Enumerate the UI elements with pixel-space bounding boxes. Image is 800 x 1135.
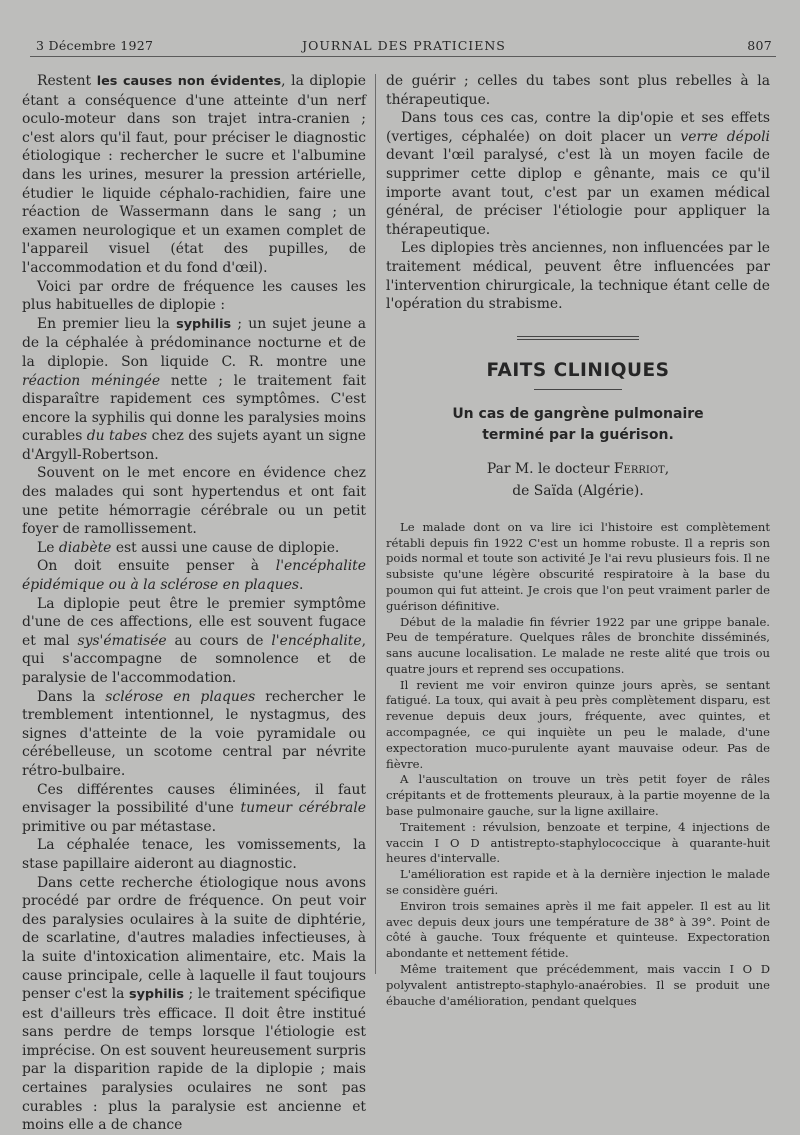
text-run: Dans tous ces cas, contre la dip'opie et ses effets (vertiges, céphalée) on doit placer un xyxy=(386,110,770,145)
text-run: au cours de xyxy=(166,632,272,649)
section-title: FAITS CLINIQUES xyxy=(486,359,670,381)
italic-run: sclérose en plaques xyxy=(105,688,256,705)
paragraph xyxy=(386,820,770,867)
paragraph xyxy=(22,278,366,315)
text-run: Ces différentes causes éliminées, il faut envisager la possibilité d'une xyxy=(22,781,366,817)
italic-run: réaction méningée xyxy=(22,372,161,389)
bold-run: les causes non évidentes xyxy=(96,74,282,89)
text-run: Voici par ordre de fréquence les causes les plus habituelles de diplopie : xyxy=(22,278,366,314)
text-run: rechercher le tremblement intentionnel, le nystagmus, des signes d'atteinte de la voie pyramidale ou cérébelleuse, un scotome central par névrite rétro-bulbaire. xyxy=(22,688,366,779)
text-run: A l'auscultation on trouve un très petit foyer de râles crépitants et de frottements pleuraux, à la partie moyenne de la base pulmonaire gauche, sur la ligne axillaire. xyxy=(386,772,770,819)
paragraph xyxy=(22,315,366,465)
bold-run: syphilis xyxy=(176,316,232,332)
section-title-underline xyxy=(534,389,622,390)
paragraph xyxy=(386,899,770,962)
text-run: devant l'œil paralysé, c'est là un moyen facile de supprimer cette diplop e gênante, mais ce qu'il importe avant tout, c'est par un examen médical général, de préciser l'étiologie pour appliquer la thérapeutique. xyxy=(386,147,770,238)
paragraph xyxy=(22,781,366,837)
article-byline xyxy=(386,458,770,502)
right-column-continuation xyxy=(386,72,770,314)
text-run: On doit ensuite penser à xyxy=(37,558,276,575)
paragraph xyxy=(386,239,770,313)
left-column xyxy=(22,72,367,1134)
text-run: Souvent on le met encore en évidence chez des malades qui sont hypertendus et ont fait une petite hémorragie cérébrale ou un petit foyer de ramollissement. xyxy=(22,465,366,538)
article-title xyxy=(386,404,770,446)
paragraph xyxy=(22,836,366,873)
byline-location: de Saïda (Algérie). xyxy=(512,482,644,499)
article-title-line-2: terminé par la guérison. xyxy=(482,426,674,443)
italic-run: verre dépoli xyxy=(680,128,770,145)
text-run: Les diplopies très anciennes, non influencées par le traitement médical, peuvent être influencées par l'intervention chirurgicale, la technique étant celle de l'opération du strabisme. xyxy=(386,240,770,313)
right-column xyxy=(386,72,770,1008)
text-run: L'amélioration est rapide et à la dernière injection le malade se considère guéri. xyxy=(386,867,770,898)
text-run: Dans la xyxy=(37,688,106,705)
italic-run: tumeur cérébrale xyxy=(240,800,366,817)
text-run: Restent xyxy=(37,73,97,89)
text-run: chez des sujets ayant un signe d'Argyll-Robertson. xyxy=(22,428,366,463)
paragraph xyxy=(386,867,770,899)
paragraph xyxy=(22,72,366,278)
text-run: En premier lieu la xyxy=(37,315,177,332)
text-run: , la diplopie étant a conséquence d'une atteinte d'un nerf oculo-moteur dans son trajet intra-cranien ; c'est alors qu'il faut, pour préciser le diagnostic étiologique : rechercher le sucre et l'albumine dans les urines, mesurer la pression artérielle, étudier le liquide céphalo-rachidien, faire une réaction de Wassermann dans le sang ; un examen neurologique et un examen complet de l'appareil visuel (état des pupilles, de l'accommodation et du fond d'œil). xyxy=(22,73,366,276)
article-title-line-1: Un cas de gangrène pulmonaire xyxy=(452,405,704,422)
text-run: Traitement : révulsion, benzoate et terpine, 4 injections de vaccin I O D antistrepto-staphylococcique à quarante-huit heures d'intervalle. xyxy=(386,819,770,866)
paragraph xyxy=(386,520,770,615)
text-run: de guérir ; celles du tabes sont plus rebelles à la thérapeutique. xyxy=(386,73,770,108)
text-run: ; le traitement spécifique est d'ailleurs très efficace. Il doit être institué sans perdre de temps lorsque l'étiologie est imprécise. On est souvent heureusement surpris par la disparition rapide de la diplopie ; mais certaines paralysies oculaires ne sont pas curables : plus la paralysie est ancienne et moins elle a de chance xyxy=(22,986,366,1134)
paragraph xyxy=(22,539,366,558)
column-divider xyxy=(375,74,376,974)
text-run: Le malade dont on va lire ici l'histoire est complètement rétabli depuis fin 1922 C'est un homme robuste. Il a repris son poids normal et toute son activité Je l'ai revu plusieurs fois. Il ne subsiste qu'une légère obscurité respiratoire à la base du poumon qui fut atteint. Je crois que l'on peut vraiment parler de guérison définitive. xyxy=(386,519,770,613)
bold-run: syphilis xyxy=(128,987,184,1003)
text-run: est aussi une cause de diplopie. xyxy=(111,539,340,556)
header-rule xyxy=(30,56,776,57)
header-page-number: 807 xyxy=(747,38,772,53)
header-date: 3 Décembre 1927 xyxy=(36,38,154,53)
paragraph xyxy=(22,557,366,594)
italic-run: diabète xyxy=(58,539,112,556)
text-run: ; un sujet jeune a de la céphalée à prédominance nocturne et de la diplopie. Son liquide C. R. montre une xyxy=(22,315,366,370)
paragraph xyxy=(22,874,366,1135)
italic-run: du tabes xyxy=(86,428,148,445)
text-run: primitive ou par métastase. xyxy=(22,818,217,835)
byline-prefix: Par M. le docteur xyxy=(486,460,614,477)
text-run: Environ trois semaines après il me fait appeler. Il est au lit avec depuis deux jours une température de 38° à 39°. Point de côté à gauche. Toux fréquente et quinteuse. Expectoration abondante et nettement fétide. xyxy=(386,898,770,961)
paragraph xyxy=(386,615,770,678)
paragraph xyxy=(22,688,366,781)
paragraph xyxy=(22,595,366,688)
paragraph xyxy=(386,72,770,109)
text-run: . xyxy=(299,577,304,594)
paragraph xyxy=(386,109,770,239)
paragraph xyxy=(386,678,770,773)
text-run: nette ; le traitement fait disparaître rapidement ces symptômes. C'est encore la syphilis qui donne les paralysies moins curables xyxy=(22,372,366,445)
paragraph xyxy=(22,464,366,538)
italic-run: sys'ématisée xyxy=(77,632,167,649)
text-run: Même traitement que précédemment, mais vaccin I O D polyvalent antistrepto-staphylo-anaérobies. Il se produit une ébauche d'amélioration, pendant quelques xyxy=(386,962,770,1008)
text-run: Le xyxy=(37,539,59,556)
italic-run: l'encéphalite épidémique ou à la sclérose en plaques xyxy=(22,558,366,594)
text-run: Il revient me voir environ quinze jours après, se sentant fatigué. La toux, qui avait à peu près complètement disparu, est revenue depuis deux jours, fréquente, avec quintes, et accompagnée, ce qui inquiète un peu le malade, d'une expectoration muco-purulente ayant mauvaise odeur. Pas de fièvre. xyxy=(386,677,770,771)
italic-run: l'encéphalite xyxy=(271,632,362,649)
paragraph xyxy=(386,962,770,1009)
paragraph xyxy=(386,772,770,819)
byline-suffix: , xyxy=(664,460,670,477)
byline-author: Ferriot xyxy=(613,460,665,477)
running-header xyxy=(36,38,772,56)
text-run: La diplopie peut être le premier symptôme d'une de ces affections, elle est souvent fugace et mal xyxy=(22,595,366,649)
text-run: La céphalée tenace, les vomissements, la stase papillaire aideront au diagnostic. xyxy=(22,837,366,872)
section-double-rule xyxy=(517,336,639,340)
text-run: Début de la maladie fin février 1922 par une grippe banale. Peu de température. Quelques râles de bronchite disséminés, sans aucune localisation. Le malade ne reste alité que trois ou quatre jours et reprend ses occupations. xyxy=(386,614,770,676)
text-run: Dans cette recherche étiologique nous avons procédé par ordre de fréquence. On peut voir des paralysies oculaires à la suite de diphtérie, de scarlatine, d'autres maladies infectieuses, à la suite d'intoxication alimentaire, etc. Mais la cause principale, celle à laquelle il faut toujours penser c'est la xyxy=(22,874,366,1003)
header-journal-title: JOURNAL DES PRATICIENS xyxy=(302,38,506,53)
article-body xyxy=(386,520,770,1010)
text-run: , qui s'accompagne de somnolence et de paralysie de l'accommodation. xyxy=(22,632,367,686)
